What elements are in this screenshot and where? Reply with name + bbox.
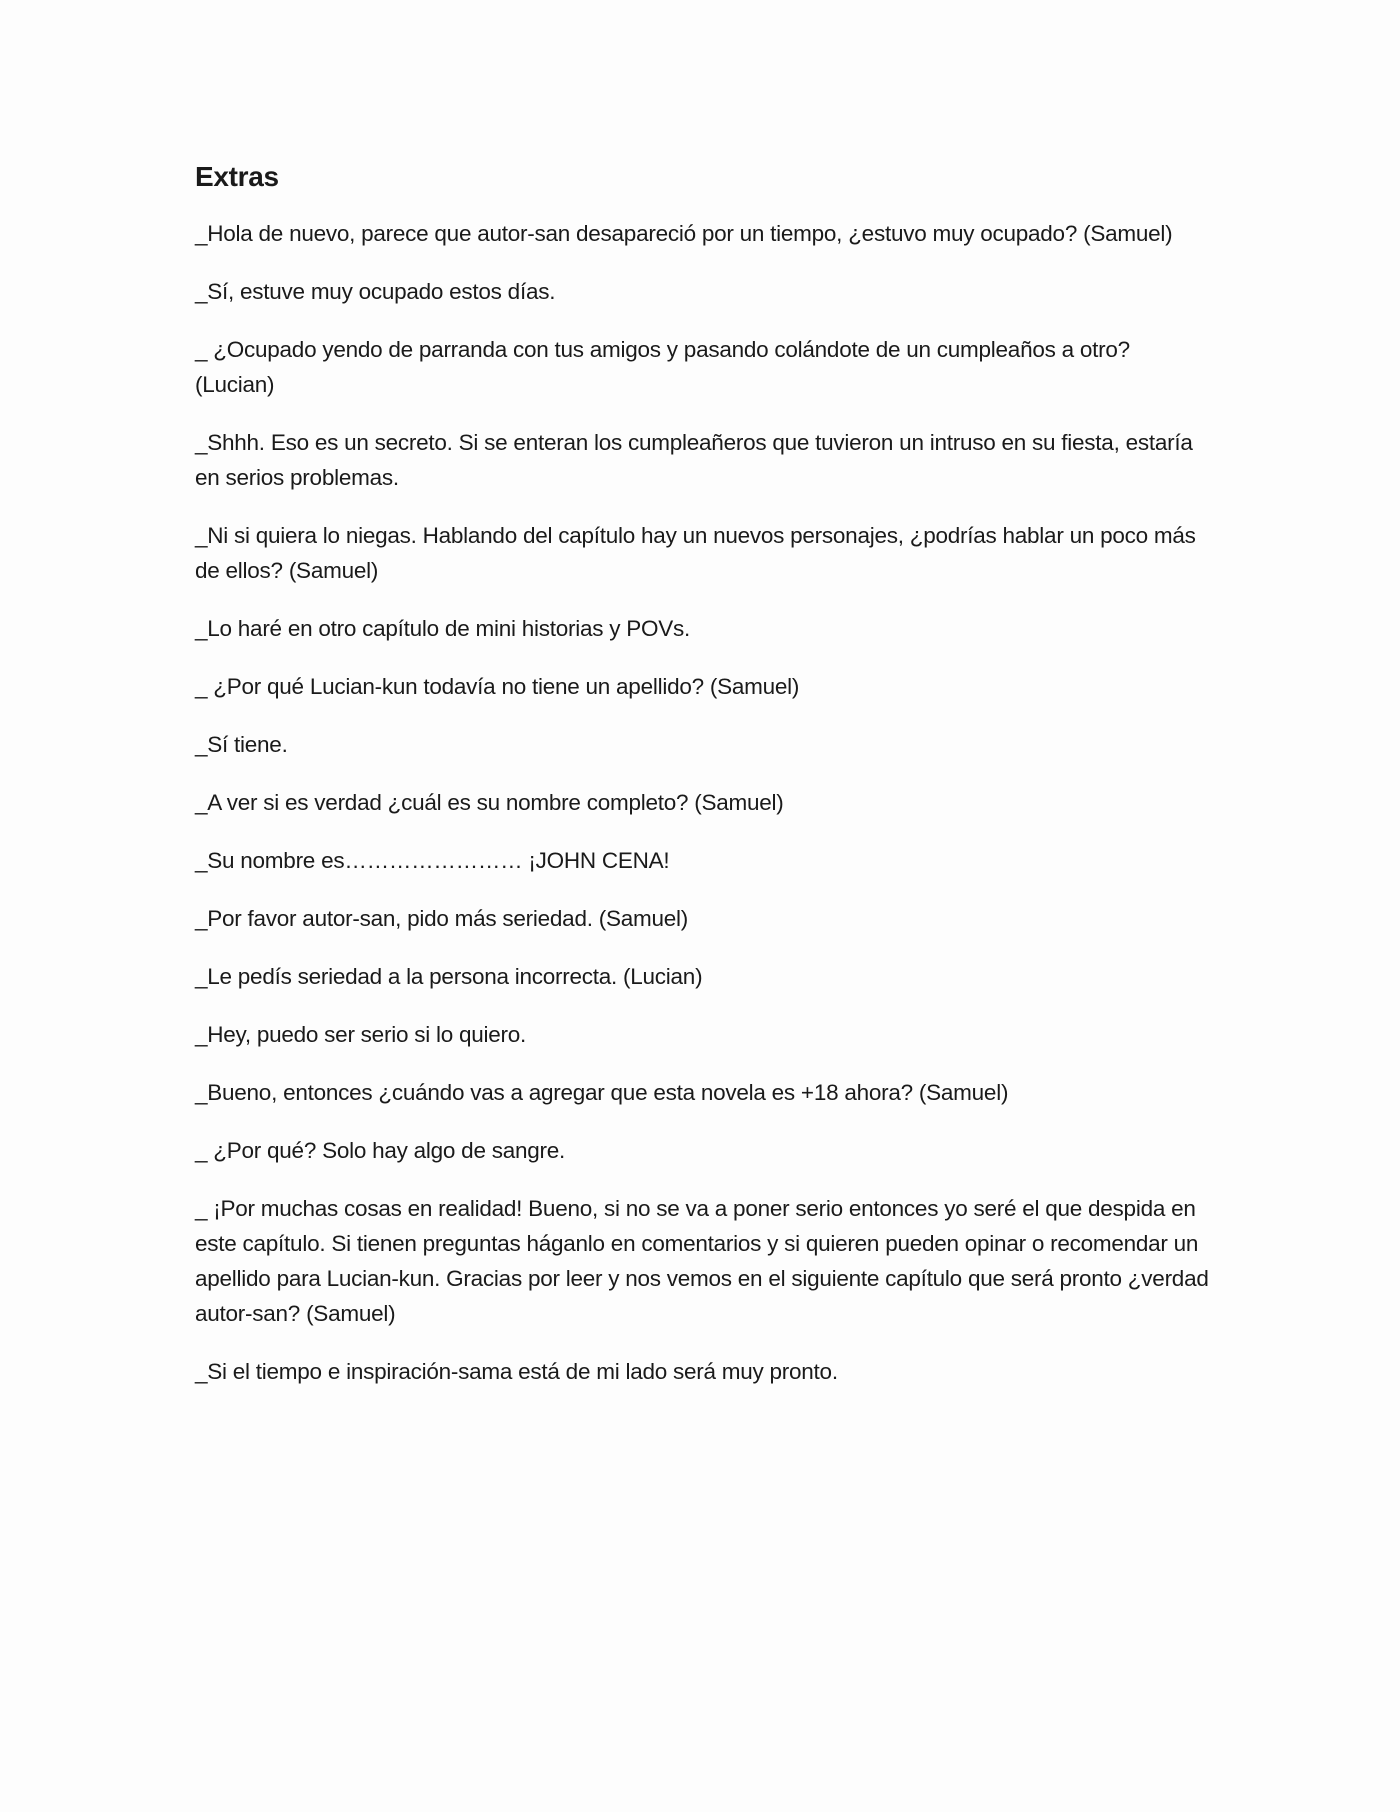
dialogue-line: _Bueno, entonces ¿cuándo vas a agregar que esta novela es +18 ahora? (Samuel) [195,1080,1009,1105]
dialogue-line: _ ¿Por qué Lucian-kun todavía no tiene un apellido? (Samuel) [195,674,800,699]
dialogue-line: _ ¿Ocupado yendo de parranda con tus amigos y pasando colándote de un cumpleaños a otro? (Lucian) [195,337,1130,397]
dialogue-line: _Su nombre es…………………… ¡JOHN CENA! [195,848,670,873]
document-page [195,160,1215,1412]
dialogue-line: _Hola de nuevo, parece que autor-san desapareció por un tiempo, ¿estuvo muy ocupado? (Samuel) [195,221,1173,246]
dialogue-line: _Shhh. Eso es un secreto. Si se enteran los cumpleañeros que tuvieron un intruso en su fiesta, estaría en serios problemas. [195,430,1193,490]
dialogue-line: _A ver si es verdad ¿cuál es su nombre completo? (Samuel) [195,790,784,815]
dialogue-line: _Sí, estuve muy ocupado estos días. [195,279,556,304]
dialogue-line: _Ni si quiera lo niegas. Hablando del capítulo hay un nuevos personajes, ¿podrías hablar un poco más de ellos? (Samuel) [195,523,1196,583]
dialogue-line: _ ¿Por qué? Solo hay algo de sangre. [195,1138,566,1163]
dialogue-line: _Por favor autor-san, pido más seriedad. (Samuel) [195,906,688,931]
dialogue-line: _Si el tiempo e inspiración-sama está de mi lado será muy pronto. [195,1359,838,1384]
dialogue-line: _Lo haré en otro capítulo de mini historias y POVs. [195,616,691,641]
dialogue-line: _ ¡Por muchas cosas en realidad! Bueno, si no se va a poner serio entonces yo seré el que despida en este capítulo. Si tienen preguntas háganlo en comentarios y si quieren pueden opinar o recomendar un apellido para Lucian-kun. Gracias por leer y nos vemos en el siguiente capítulo que será pronto ¿verdad autor-san? (Samuel) [195,1196,1209,1326]
dialogue-line: _Le pedís seriedad a la persona incorrecta. (Lucian) [195,964,703,989]
dialogue-line: _Sí tiene. [195,732,288,757]
dialogue-line: _Hey, puedo ser serio si lo quiero. [195,1022,527,1047]
page-title: Extras [195,161,279,192]
